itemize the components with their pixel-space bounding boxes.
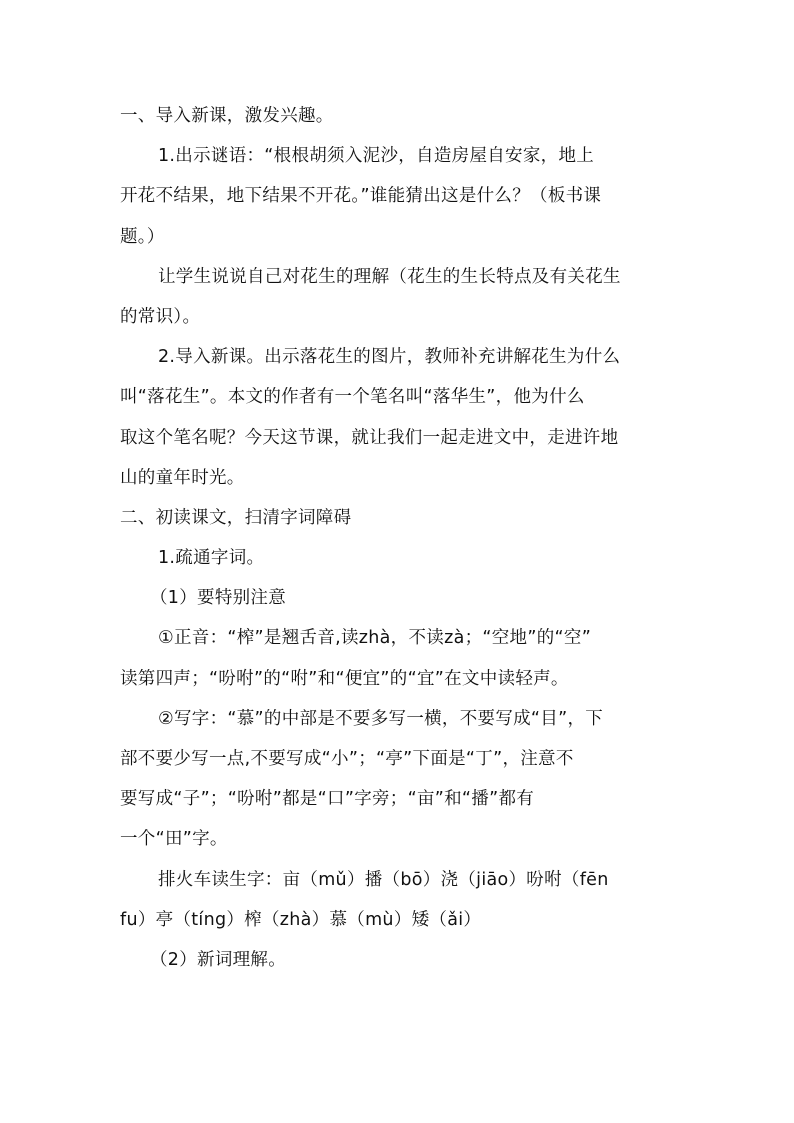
document-body <box>120 96 676 980</box>
paragraph-line: 开花不结果，地下结果不开花。”谁能猜出这是什么？（板书课 <box>120 186 602 207</box>
paragraph-line: 题。） <box>120 226 165 247</box>
paragraph-line: 让学生说说自己对花生的理解（花生的生长特点及有关花生 <box>158 266 621 287</box>
paragraph-line: 取这个笔名呢？今天这节课，就让我们一起走进文中，走进许地 <box>120 427 619 448</box>
subheading-line: （2）新词理解。 <box>150 949 287 970</box>
paragraph-line: ①正音：“榨”是翘舌音,读zhà，不读zà；“空地”的“空” <box>158 628 592 649</box>
paragraph-line: 2.导入新课。出示落花生的图片，教师补充讲解花生为什么 <box>158 347 621 368</box>
paragraph-line: fu）亭（tíng）榨（zhà）慕（mù）矮（ǎi） <box>120 909 482 930</box>
paragraph-line: 读第四声；“吩咐”的“咐”和“便宜”的“宜”在文中读轻声。 <box>120 668 569 689</box>
paragraph-line: 1.出示谜语：“根根胡须入泥沙，自造房屋自安家，地上 <box>158 146 595 167</box>
paragraph-line: 山的童年时光。 <box>120 467 245 488</box>
paragraph-line: ②写字：“慕”的中部是不要多写一横，不要写成“目”，下 <box>158 708 604 729</box>
section-heading-2: 二、初读课文，扫清字词障碍 <box>120 507 352 528</box>
paragraph-line: 叫“落花生”。本文的作者有一个笔名叫“落华生”，他为什么 <box>120 387 585 408</box>
paragraph-line: 的常识）。 <box>120 306 201 327</box>
paragraph-line: 要写成“子”；“吩咐”都是“口”字旁；“亩”和“播”都有 <box>120 789 535 810</box>
paragraph-line: 排火车读生字：亩（mǔ）播（bō）浇（jiāo）吩咐（fēn <box>158 869 609 890</box>
paragraph-line: 部不要少写一点,不要写成“小”；“亭”下面是“丁”，注意不 <box>120 749 574 769</box>
section-heading-1: 一、导入新课，激发兴趣。 <box>120 106 334 126</box>
paragraph-line: 1.疏通字词。 <box>158 548 265 569</box>
subheading-line: （1）要特别注意 <box>150 588 287 609</box>
paragraph-line: 一个“田”字。 <box>120 829 228 850</box>
